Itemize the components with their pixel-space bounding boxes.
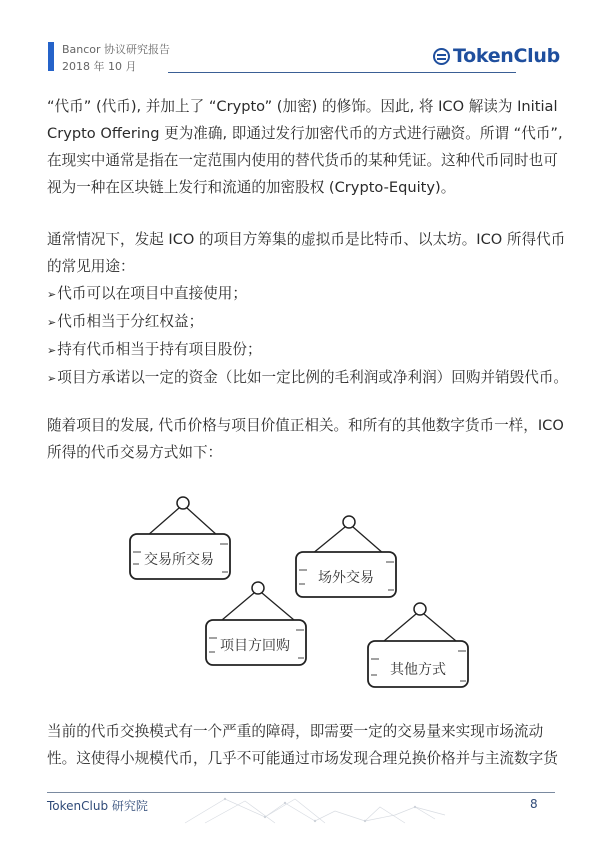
tokenclub-logo xyxy=(433,45,560,67)
paragraph-trading-methods xyxy=(47,412,564,466)
bullet-item xyxy=(47,308,557,336)
sign-label: 其他方式 xyxy=(390,662,446,678)
sign-label: 交易所交易 xyxy=(144,552,214,568)
page-number: 8 xyxy=(530,797,538,811)
hanging-sign-icon xyxy=(206,582,306,672)
bullet-text: 代币相当于分红权益； xyxy=(57,313,204,330)
bullet-item xyxy=(47,280,557,308)
logo-text: TokenClub xyxy=(453,45,560,67)
trading-methods-diagram xyxy=(120,480,480,700)
header-accent-bar xyxy=(48,42,54,71)
text-line: 随着项目的发展, 代币价格与项目价值正相关。和所有的其他数字货币一样，ICO xyxy=(47,417,564,434)
tokenclub-logo-icon xyxy=(433,48,450,65)
bullet-text: 项目方承诺以一定的资金（比如一定比例的毛利润或净利润）回购并销毁代币。 xyxy=(57,369,569,386)
hanging-sign-icon xyxy=(296,516,396,606)
text-line: 性。这使得小规模代币，几乎不可能通过市场发现合理兑换价格并与主流数字货 xyxy=(47,750,558,767)
text-line: 的常见用途： xyxy=(47,258,135,275)
sign-label: 场外交易 xyxy=(318,570,374,586)
report-date: 2018 年 10 月 xyxy=(62,60,137,73)
header-divider xyxy=(168,72,516,73)
paragraph-token-uses xyxy=(47,226,569,392)
network-decoration-icon xyxy=(165,793,455,829)
hanging-sign-icon xyxy=(130,494,230,584)
text-line: 通常情况下，发起 ICO 的项目方筹集的虚拟币是比特币、以太坊。ICO 所得代币 xyxy=(47,231,566,248)
text-line: “代币” (代币), 并加上了 “Crypto” (加密) 的修饰。因此, 将 ICO 解读为 Initial xyxy=(47,98,558,115)
bullet-text: 代币可以在项目中直接使用； xyxy=(57,285,247,302)
sign-label: 项目方回购 xyxy=(220,638,290,654)
report-title: Bancor 协议研究报告 xyxy=(62,43,171,56)
hanging-sign-icon xyxy=(368,603,468,693)
text-line: 当前的代币交换模式有一个严重的障碍，即需要一定的交易量来实现市场流动 xyxy=(47,723,544,740)
text-line: Crypto Offering 更为准确, 即通过发行加密代币的方式进行融资。所谓 “代币”, xyxy=(47,125,563,142)
bullet-text: 持有代币相当于持有项目股份； xyxy=(57,341,262,358)
bullet-item xyxy=(47,336,557,364)
text-line: 在现实中通常是指在一定范围内使用的替代货币的某种凭证。这种代币同时也可 xyxy=(47,152,558,169)
footer-org: TokenClub 研究院 xyxy=(47,799,148,813)
text-line: 所得的代币交易方式如下： xyxy=(47,444,223,461)
paragraph-liquidity-problem xyxy=(47,718,557,772)
bullet-item xyxy=(47,364,569,392)
text-line: 视为一种在区块链上发行和流通的加密股权 (Crypto-Equity)。 xyxy=(47,179,456,196)
paragraph-ico-definition xyxy=(47,93,563,201)
